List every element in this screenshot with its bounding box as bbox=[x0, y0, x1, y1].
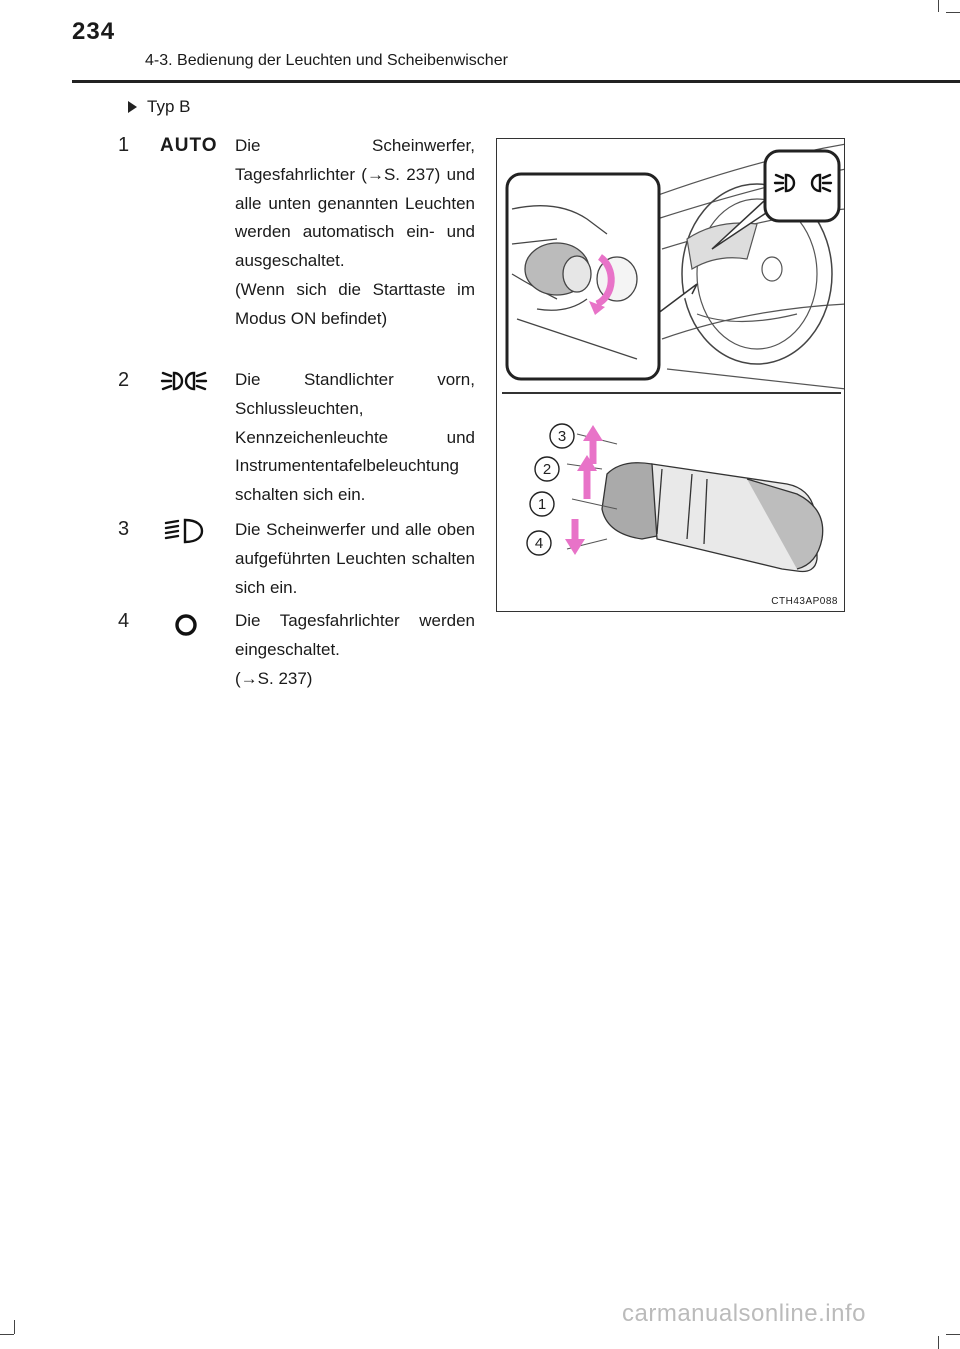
auto-icon bbox=[160, 135, 218, 165]
page-number: 234 bbox=[72, 18, 116, 45]
crop-mark bbox=[946, 12, 960, 13]
item-number-4: 4 bbox=[118, 610, 130, 632]
item-number-2: 2 bbox=[118, 369, 130, 391]
item-line: (→S. 237) bbox=[235, 668, 313, 688]
crop-mark bbox=[14, 1320, 15, 1334]
callout-1: 1 bbox=[537, 496, 547, 513]
type-label-text: Typ B bbox=[147, 97, 191, 116]
callout-4: 4 bbox=[534, 535, 544, 552]
item-description-1 bbox=[235, 132, 475, 334]
header-rule bbox=[72, 80, 960, 83]
item-line: Die Standlichter vorn, Schlussleuchten, Kennzeichenleuchte und Instrumententafelbeleuchtung schalten sich ein. bbox=[235, 370, 475, 505]
callout-3: 3 bbox=[557, 428, 567, 445]
crop-mark bbox=[946, 1334, 960, 1335]
item-description-3 bbox=[235, 516, 475, 602]
auto-icon-text: AUTO bbox=[160, 135, 218, 156]
bullet-triangle-icon bbox=[128, 101, 137, 113]
item-number-1: 1 bbox=[118, 134, 130, 156]
item-line: Die Scheinwerfer, Tagesfahrlichter (→S. 237) und alle unten genannten Leuchten werden automatisch ein- und ausgeschaltet. bbox=[235, 136, 475, 271]
item-number-3: 3 bbox=[118, 518, 130, 540]
item-line: Die Tagesfahrlichter werden eingeschaltet. bbox=[235, 611, 475, 659]
item-description-2 bbox=[235, 366, 475, 510]
daytime-running-light-icon bbox=[160, 611, 215, 641]
figure-code: CTH43AP088 bbox=[771, 596, 838, 607]
side-lights-icon bbox=[160, 367, 215, 397]
type-label bbox=[128, 97, 190, 117]
crop-mark bbox=[938, 1336, 939, 1349]
illustration-drawing bbox=[497, 139, 845, 612]
headlight-low-beam-icon bbox=[160, 517, 215, 547]
item-description-4 bbox=[235, 607, 475, 693]
section-title: 4-3. Bedienung der Leuchten und Scheibenwischer bbox=[145, 52, 508, 69]
item-line: (Wenn sich die Starttaste im Modus ON befindet) bbox=[235, 279, 475, 328]
crop-mark bbox=[0, 1334, 14, 1335]
light-switch-illustration bbox=[496, 138, 845, 612]
watermark: carmanualsonline.info bbox=[622, 1300, 866, 1327]
item-line: Die Scheinwerfer und alle oben aufgeführten Leuchten schalten sich ein. bbox=[235, 520, 475, 597]
callout-2: 2 bbox=[542, 461, 552, 478]
crop-mark bbox=[938, 0, 939, 12]
